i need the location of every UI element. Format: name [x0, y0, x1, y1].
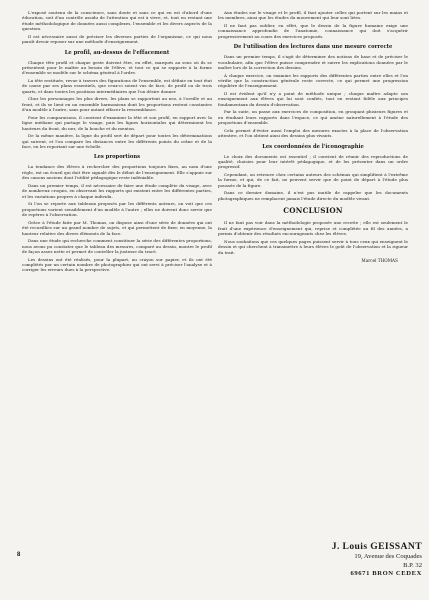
paragraph: Grâce à l'étude faite par M. Thomas, on dispose ainsi d'une série de données qui ont été recueillies sur un grand nombre de sujets, et qui permettent de fixer, en moyenne, la hauteur relative des divers éléments de la face.	[22, 219, 212, 236]
paragraph: Chaque tête profil et chaque geste doivent être, en effet, marqués au sens où ils se présentent pour le maître au besoin de l'élève, et tout ce qui se rapporte à la forme d'ensemble se modèle sur le schéma général à l'ordre.	[22, 59, 212, 76]
paragraph: Chez les personnages les plus divers, les plans se rapportent au nez, à l'oreille et au front, et ils se lient en un ensemble harmonieux dont les proportions restent constantes d'un modèle à l'autre, sans pour autant effacer la ressemblance.	[22, 96, 212, 113]
paragraph: Si l'on se reporte aux tableaux proposés par les différents auteurs, on voit que ces proportions varient sensiblement d'un modèle à l'autre ; elles ne doivent donc servir que de repères à l'observation.	[22, 201, 212, 218]
section-heading: De l'utilisation des lectures dans une mesure correcte	[233, 44, 393, 51]
section-heading: Le profil, au-dessus de l'effacement	[64, 49, 170, 56]
paragraph: Dans un premier temps, il s'agit de déterminer des notions de base et de préciser le vocabulaire, afin que l'élève puisse comprendre et suivre les explications données par le maître lors de la correction des dessins.	[218, 54, 408, 71]
paragraph: L'exposé soutenu de la conscience, sans doute et sans ce qui en est d'abord d'une éducation, soit d'un contrôle assidu de l'attention qui est à vivre, et, tout en restant une étude méthodologique de données aussi complexes, l'ensemble et les divers aspects de la question.	[22, 10, 212, 32]
paragraph: Dans ce dernier domaine, il n'est pas inutile de rappeler que les documents photographiques ne remplacent jamais l'étude directe du modèle vivant.	[218, 190, 408, 201]
paragraph: La tête restituée, revue à travers des figurations de l'ensemble, est définie en tout état de cause par ses plans essentiels, que ceux-ci soient vus de face, de profil ou de trois quarts, et dans toutes les positions intermédiaires que l'on désire donner.	[22, 78, 212, 94]
paragraph: Dans un premier temps, il est nécessaire de faire une étude complète du visage, avec de nombreux croquis, en observant les rapports qui existent entre les différentes parties, et les variations propres à chaque individu.	[22, 182, 212, 199]
paragraph: Aux études sur le visage et le profil, il faut ajouter celles qui portent sur les mains et les membres, ainsi que les études du mouvement qui leur sont liées.	[218, 10, 408, 21]
paragraph: Pour les comparaisons, il convient d'examiner la tête et son profil, en rapport avec la ligne médiane qui partage le visage, puis les lignes horizontales qui déterminent les hauteurs du front, du nez, de la bouche et du menton.	[22, 114, 212, 131]
paragraph: La tendance des élèves à rechercher des proportions toujours fixes, au nom d'une règle, est un écueil qui doit être signalé dès le début de l'enseignement. Elle s'appuie sur des canons anciens dont l'utilité pédagogique reste indéniable.	[22, 164, 212, 181]
section-heading: Les proportions	[93, 154, 141, 161]
right-column	[218, 10, 408, 263]
paragraph: Par la suite, on passe aux exercices de composition, en groupant plusieurs figures et en étudiant leurs rapports dans l'espace, ce qui amène naturellement à l'étude des proportions d'ensemble.	[218, 109, 408, 126]
author-address-block	[292, 541, 422, 579]
paragraph: Il est nécessaire aussi de préciser les diverses parties de l'organisme, ce qui nous paraît devoir reposer sur une méthode d'enseignement.	[22, 33, 212, 45]
paragraph: Les dessins ont été réalisés, pour la plupart, au crayon sur papier, et ils ont été complétés par un certain nombre de photographies qui ont servi à préciser l'analyse et à corriger les erreurs dues à la perspective.	[22, 256, 212, 273]
paragraph: Dans une étude qui recherche comment constituer la série des différentes proportions, nous avons pu constater que le tableau des mesures, comparé au dessin, montre le profil de façon assez nette et permet de contrôler la justesse du tracé.	[22, 238, 212, 254]
paragraph: De la même manière, la ligne du profil sert de départ pour toutes les déterminations qui suivent, et l'on compare les distances entre les différents points du crâne et de la face, en les reportant sur une échelle.	[22, 133, 212, 150]
paragraph: Il est évident qu'il n'y a point de méthode unique ; chaque maître adapte son enseignement aux élèves qui lui sont confiés, tout en restant fidèle aux principes fondamentaux du dessin d'observation.	[218, 91, 408, 107]
section-heading: Les coordonnées de l'iconographie	[262, 143, 364, 150]
paragraph: Le choix des documents est essentiel ; il convient de réunir des reproductions de qualité, choisies pour leur intérêt pédagogique, et de les présenter dans un ordre progressif.	[218, 153, 408, 170]
author-name: J. Louis GEISSANT	[331, 541, 422, 552]
paragraph: Cela permet d'éviter aussi l'emploi des mesures exactes à la place de l'observation attentive, et l'on obtient ainsi des dessins plus vivants.	[218, 127, 408, 139]
address-postbox: B.P. 32	[403, 561, 422, 569]
paragraph: Il ne faut pas oublier, en effet, que le dessin de la figure humaine exige une connaissance approfondie de l'anatomie, connaissance qui doit s'acquérir progressivement au cours des exercices proposés.	[218, 23, 408, 39]
page-number: 8	[17, 552, 21, 558]
paragraph: Il ne faut pas voir dans la méthodologie proposée une recette ; elle est seulement le fruit d'une expérience d'enseignement qui, reprise et complétée au fil des années, a permis d'obtenir des résultats encourageants chez les élèves.	[218, 220, 408, 237]
signature: Marcel THOMAS	[361, 257, 398, 263]
address-street: 19, Avenue des Coquades	[354, 553, 422, 560]
paragraph: Cependant, on retrouve chez certains auteurs des schémas qui simplifient à l'extrême la forme, et qui, de ce fait, ne peuvent servir que de point de départ à l'étude plus poussée de la figure.	[218, 172, 408, 188]
left-column	[22, 10, 212, 275]
address-city: 69671 BRON CEDEX	[350, 570, 422, 578]
paragraph: À chaque exercice, on examine les rapports des différentes parties entre elles et l'on vérifie que la construction générale reste correcte, ce qui permet une progression régulière de l'enseignement.	[218, 72, 408, 89]
conclusion-heading: CONCLUSION	[283, 206, 343, 216]
paragraph: Nous souhaitons que ces quelques pages puissent servir à tous ceux qui enseignent le dessin et qui cherchent à transmettre à leurs élèves le goût de l'observation et la rigueur du trait.	[218, 238, 408, 255]
